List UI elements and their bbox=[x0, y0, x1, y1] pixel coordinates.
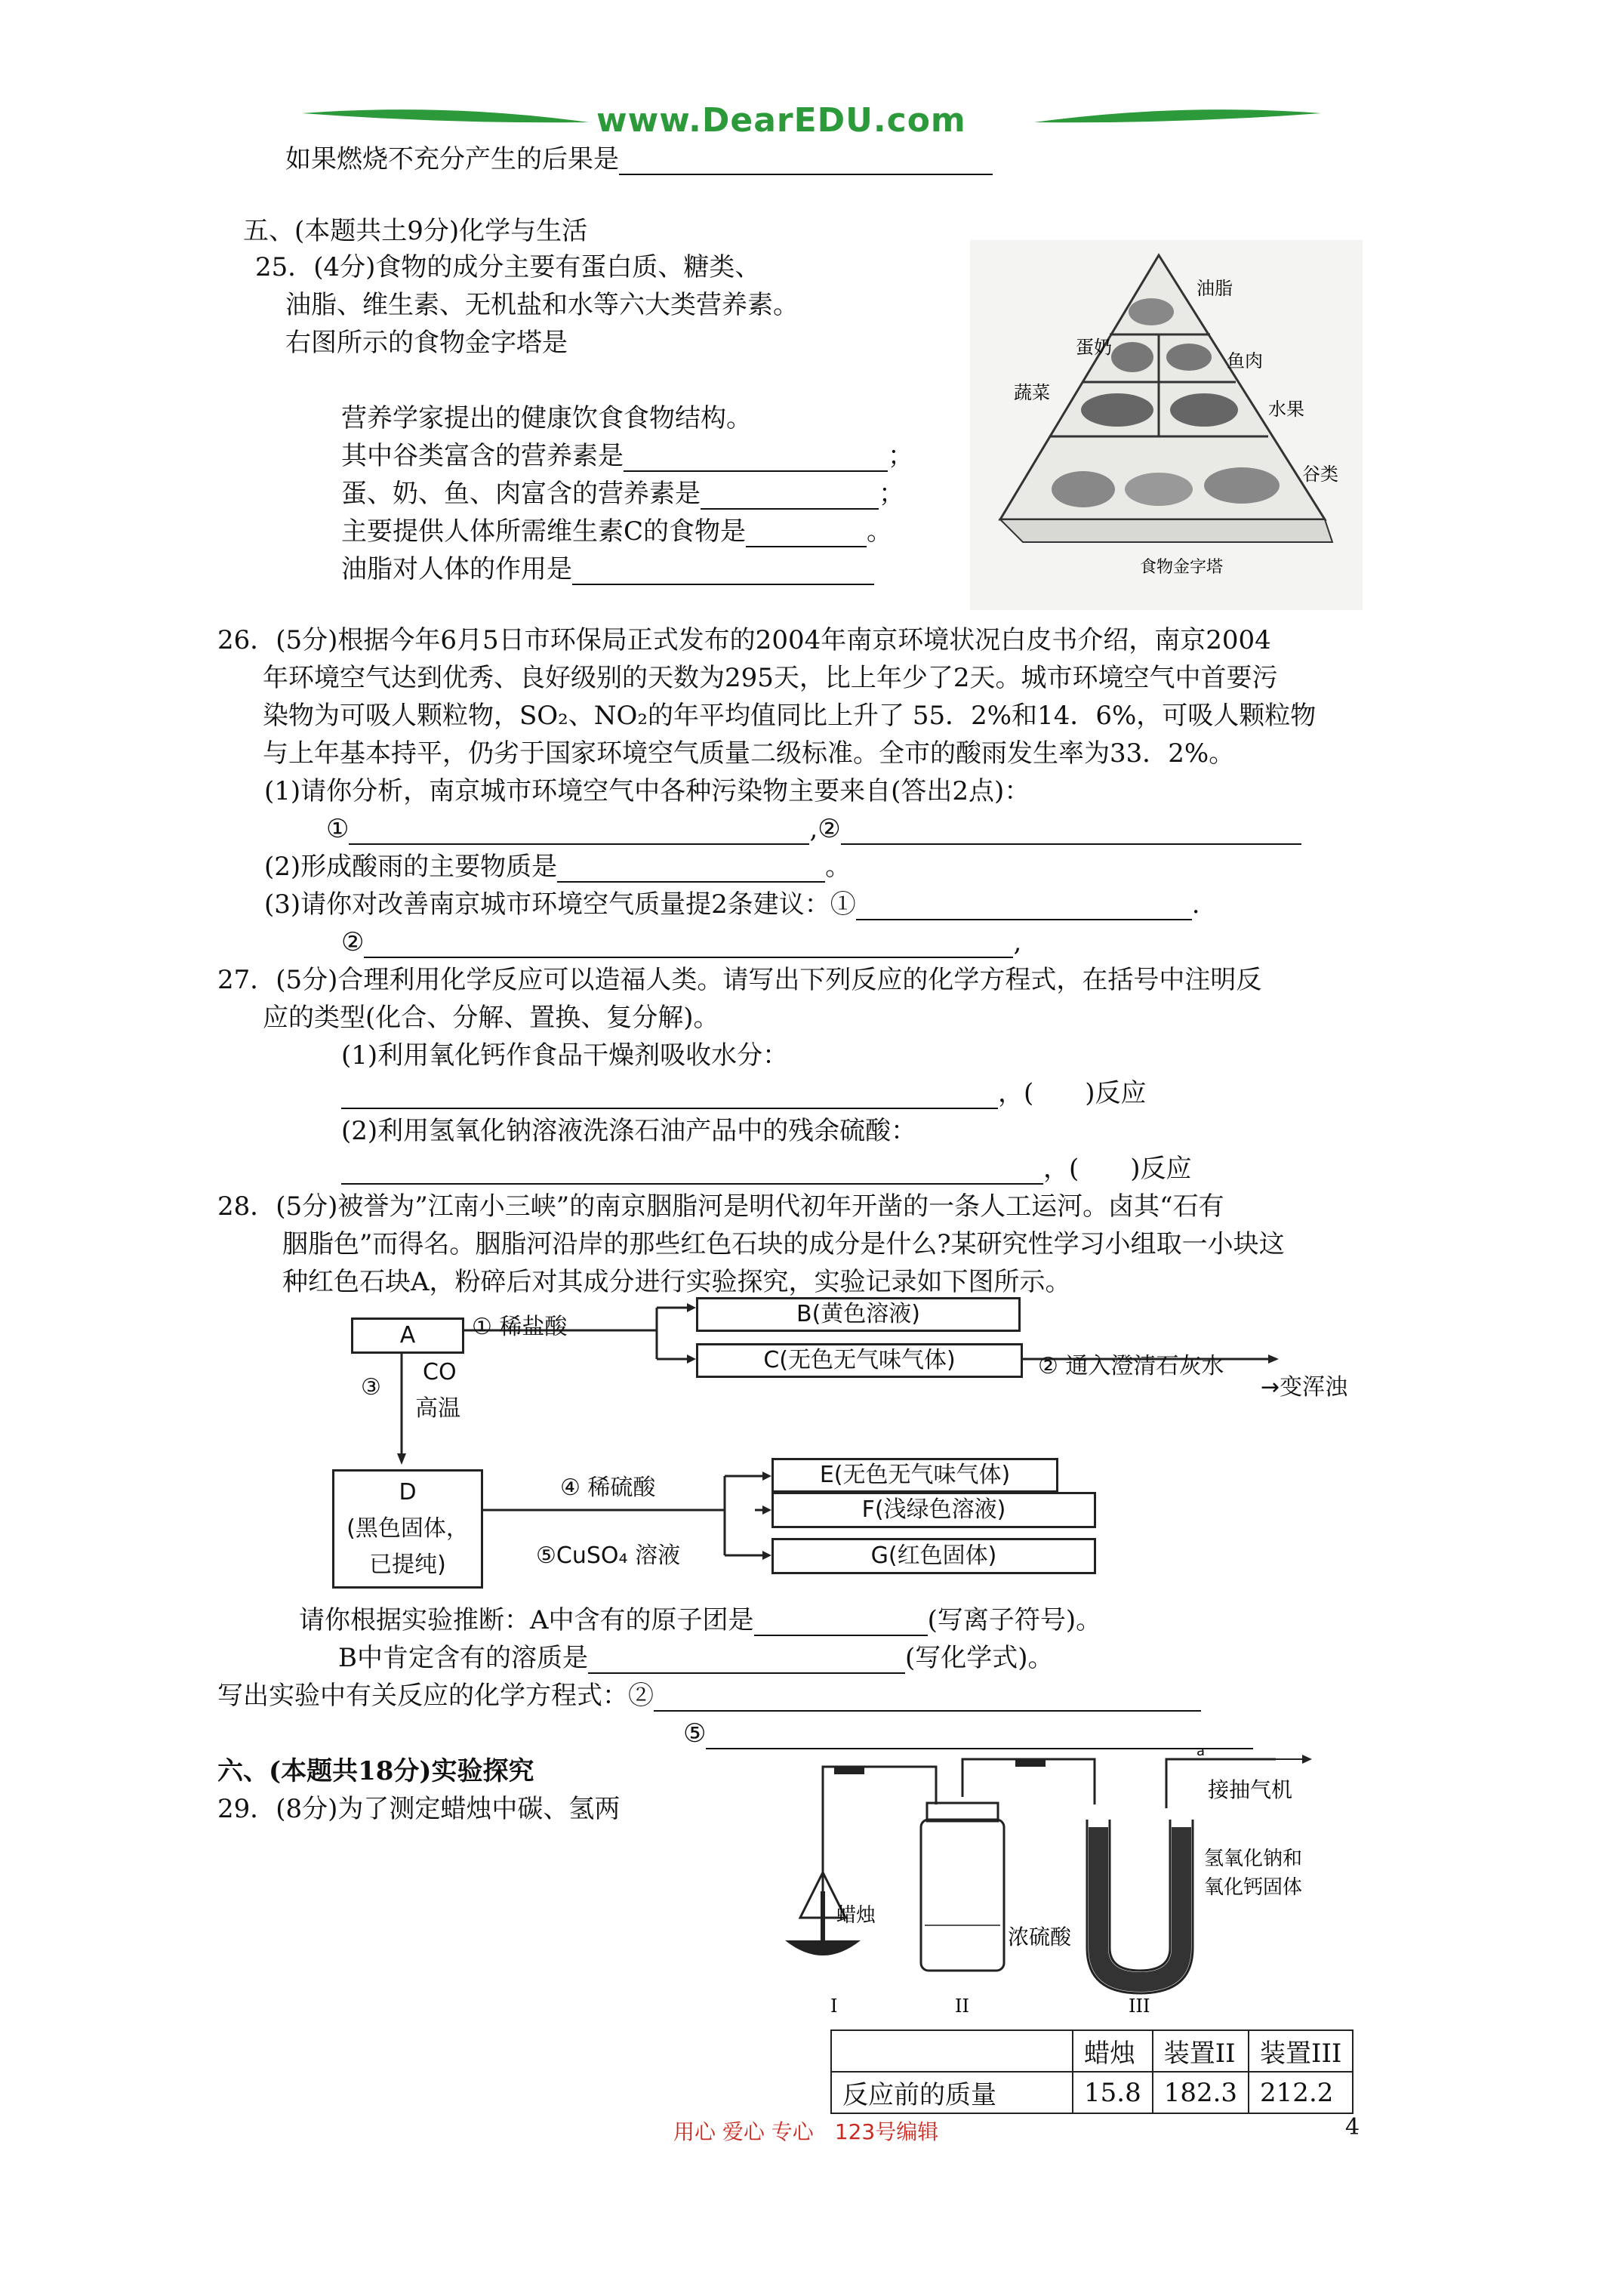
text-line: 油脂、维生素、无机盐和水等六大类营养素。 bbox=[285, 290, 799, 320]
text-line: 染物为可吸人颗粒物，SO₂、NO₂的年平均值同比上升了 55．2%和14．6%，可吸人颗粒物 bbox=[263, 701, 1317, 731]
flow-step-1: ① 稀盐酸 bbox=[472, 1314, 568, 1340]
site-logo[interactable]: www.DearEDU.com bbox=[596, 101, 966, 140]
question-28: 28．(5分)被誉为”江南小三峡”的南京胭脂河是明代初年开凿的一条人工运河。卤其“石有 bbox=[217, 1191, 1224, 1222]
answer-blank[interactable] bbox=[557, 855, 825, 883]
pyramid-label: 蔬菜 bbox=[1014, 382, 1050, 403]
text-line: 营养学家提出的健康饮食食物结构。 bbox=[341, 403, 752, 433]
page-number: 4 bbox=[1345, 2114, 1360, 2140]
text-line: 右图所示的食物金字塔是 bbox=[285, 328, 568, 358]
apparatus-label: I bbox=[830, 1996, 838, 2017]
text-line: (1)利用氧化钙作食品干燥剂吸收水分： bbox=[341, 1040, 789, 1071]
text-line: 请你根据实验推断：A中含有的原子团是 (写离子符号)。 bbox=[299, 1605, 1102, 1635]
flow-step-5: ⑤CuSO₄ 溶液 bbox=[536, 1542, 681, 1569]
text-line: (2)利用氢氧化钠溶液洗涤石油产品中的残余硫酸： bbox=[341, 1116, 917, 1146]
table-cell bbox=[831, 2030, 1073, 2072]
apparatus-label: a bbox=[1196, 1744, 1206, 1759]
answer-blank[interactable] bbox=[654, 1684, 1201, 1712]
table-row bbox=[831, 2072, 1353, 2113]
text-line: ① ,② bbox=[326, 813, 1301, 845]
apparatus-label: 氢氧化钠和 bbox=[1204, 1848, 1303, 1870]
table-cell: 212.2 bbox=[1249, 2072, 1353, 2113]
pyramid-label: 油脂 bbox=[1196, 278, 1233, 299]
apparatus-label: 浓硫酸 bbox=[1008, 1925, 1072, 1949]
answer-blank[interactable] bbox=[588, 1647, 905, 1674]
flow-step-4: ④ 稀硫酸 bbox=[560, 1475, 656, 1501]
flow-box-e: E(无色无气味气体) bbox=[771, 1458, 1058, 1493]
text-line: (1)请你分析，南京城市环境空气中各种污染物主要来自(答出2点)： bbox=[264, 776, 1030, 806]
text-line: ⑤ bbox=[683, 1718, 1253, 1749]
text-line: 写出实验中有关反应的化学方程式：② bbox=[217, 1680, 1201, 1712]
answer-blank[interactable] bbox=[701, 482, 879, 510]
pyramid-label: 蛋奶 bbox=[1076, 337, 1112, 358]
text-line: B中肯定含有的溶质是 (写化学式)。 bbox=[338, 1643, 1054, 1673]
flow-step-3-condition: 高温 bbox=[415, 1395, 460, 1422]
flow-box-d bbox=[332, 1469, 483, 1589]
answer-blank[interactable] bbox=[841, 818, 1301, 845]
answer-blank[interactable] bbox=[572, 558, 874, 585]
flow-step-3-reagent: CO bbox=[423, 1359, 457, 1385]
answer-blank[interactable] bbox=[619, 148, 993, 175]
text-line: 蛋、奶、鱼、肉富含的营养素是 ； bbox=[341, 479, 904, 509]
question-27: 27．(5分)合理利用化学反应可以造福人类。请写出下列反应的化学方程式，在括号中注明反 bbox=[217, 965, 1262, 995]
text-line: ② , bbox=[341, 927, 1022, 957]
flow-step-2: ② 通入澄清石灰水 bbox=[1038, 1353, 1224, 1379]
pyramid-label: 谷类 bbox=[1302, 464, 1338, 485]
text-line: (3)请你对改善南京城市环境空气质量提2条建议：① . bbox=[264, 889, 1200, 920]
flow-box-d-desc: 已提纯) bbox=[369, 1552, 446, 1578]
text-line: 油脂对人体的作用是 bbox=[341, 553, 874, 585]
text-line: 其中谷类富含的营养素是 ； bbox=[341, 441, 913, 471]
text-line: 胭脂色”而得名。胭脂河沿岸的那些红色石块的成分是什么?某研究性学习小组取一小块这 bbox=[282, 1229, 1285, 1259]
text-line: ，( )反应 bbox=[341, 1153, 1192, 1185]
answer-blank[interactable] bbox=[341, 1157, 1043, 1185]
table-row bbox=[831, 2030, 1353, 2072]
footer-text: 用心 爱心 专心 123号编辑 bbox=[673, 2119, 939, 2144]
table-cell: 182.3 bbox=[1153, 2072, 1249, 2113]
table-header: 蜡烛 bbox=[1073, 2030, 1153, 2072]
answer-blank[interactable] bbox=[349, 818, 809, 845]
flow-box-g: G(红色固体) bbox=[771, 1538, 1096, 1574]
flow-step-3: ③ bbox=[361, 1374, 381, 1401]
text-line: 种红色石块A，粉碎后对其成分进行实验探究，实验记录如下图所示。 bbox=[282, 1267, 1071, 1297]
text-line: 与上年基本持平，仍劣于国家环境空气质量二级标准。全市的酸雨发生率为33．2%。 bbox=[263, 738, 1235, 769]
flow-box-d-title: D bbox=[399, 1479, 417, 1505]
section-heading: 五、(本题共土9分)化学与生活 bbox=[243, 216, 588, 246]
flow-box-b: B(黄色溶液) bbox=[696, 1297, 1021, 1332]
pyramid-label: 水果 bbox=[1268, 399, 1304, 420]
food-pyramid-figure bbox=[970, 240, 1363, 610]
text-line: 年环境空气达到优秀、良好级别的天数为295天，比上年少了2天。城市环境空气中首要污 bbox=[263, 663, 1278, 693]
answer-blank[interactable] bbox=[624, 445, 888, 472]
answer-blank[interactable] bbox=[341, 1082, 998, 1109]
header-swoosh-right bbox=[1034, 106, 1321, 136]
apparatus-label: 氧化钙固体 bbox=[1204, 1876, 1303, 1899]
text-line: ，( )反应 bbox=[341, 1077, 1147, 1109]
flow-box-a: A bbox=[351, 1318, 464, 1354]
apparatus-label: III bbox=[1129, 1996, 1150, 2017]
answer-blank[interactable] bbox=[754, 1609, 928, 1636]
flow-result: →变浑浊 bbox=[1261, 1374, 1348, 1401]
table-row-label: 反应前的质量 bbox=[831, 2072, 1073, 2113]
text-line: 主要提供人体所需维生素C的食物是 。 bbox=[341, 516, 893, 547]
text-line: (2)形成酸雨的主要物质是 。 bbox=[264, 852, 852, 882]
apparatus-figure bbox=[755, 1744, 1464, 2031]
question-26: 26．(5分)根据今年6月5日市环保局正式发布的2004年南京环境状况白皮书介绍，南京2004 bbox=[217, 625, 1271, 655]
flow-box-f: F(浅绿色溶液) bbox=[771, 1492, 1096, 1528]
apparatus-label: 接抽气机 bbox=[1208, 1777, 1293, 1802]
answer-blank[interactable] bbox=[364, 931, 1013, 958]
text-line: 如果燃烧不充分产生的后果是 bbox=[285, 143, 993, 175]
mass-table bbox=[830, 2029, 1354, 2114]
table-header: 装置III bbox=[1249, 2030, 1353, 2072]
answer-blank[interactable] bbox=[856, 893, 1192, 920]
question-29: 29．(8分)为了测定蜡烛中碳、氢两 bbox=[217, 1794, 621, 1824]
table-cell: 15.8 bbox=[1073, 2072, 1153, 2113]
pyramid-label: 鱼肉 bbox=[1227, 350, 1263, 371]
pyramid-caption: 食物金字塔 bbox=[1140, 558, 1224, 577]
table-header: 装置II bbox=[1153, 2030, 1249, 2072]
header-swoosh-left bbox=[302, 106, 589, 136]
apparatus-label: 蜡烛 bbox=[836, 1904, 876, 1927]
answer-blank[interactable] bbox=[746, 520, 867, 547]
flow-box-c: C(无色无气味气体) bbox=[696, 1343, 1023, 1378]
question-25: 25．(4分)食物的成分主要有蛋白质、糖类、 bbox=[255, 252, 761, 282]
flow-box-d-desc: (黑色固体， bbox=[346, 1515, 469, 1542]
apparatus-label: II bbox=[955, 1996, 969, 2017]
section-heading: 六、(本题共18分)实验探究 bbox=[217, 1756, 534, 1786]
text-line: 应的类型(化合、分解、置换、复分解)。 bbox=[263, 1003, 719, 1033]
